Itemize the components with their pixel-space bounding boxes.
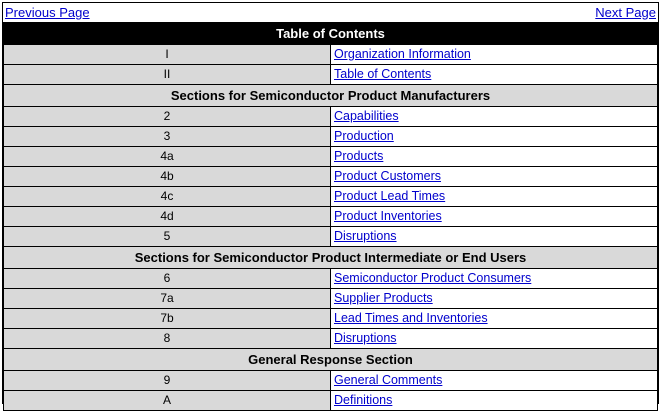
toc-row (4, 309, 658, 329)
section-link[interactable]: Organization Information (334, 47, 471, 61)
toc-row (4, 269, 658, 289)
table-of-contents (3, 22, 658, 411)
navigation-bar (3, 3, 658, 22)
section-link[interactable]: Product Lead Times (334, 189, 446, 203)
section-link[interactable]: Semiconductor Product Consumers (334, 271, 532, 285)
section-link[interactable]: Product Customers (334, 169, 441, 183)
toc-row (4, 371, 658, 391)
section-link[interactable]: Disruptions (334, 331, 397, 345)
section-number: 7b (4, 309, 331, 329)
toc-row (4, 107, 658, 127)
section-number: 3 (4, 127, 331, 147)
section-number: 4d (4, 207, 331, 227)
toc-row (4, 207, 658, 227)
section-link[interactable]: Lead Times and Inventories (334, 311, 488, 325)
section-link[interactable]: Product Inventories (334, 209, 442, 223)
next-page-link[interactable]: Next Page (595, 5, 656, 20)
toc-row (4, 227, 658, 247)
section-heading-row (4, 349, 658, 371)
section-link[interactable]: General Comments (334, 373, 443, 387)
section-number: 4b (4, 167, 331, 187)
section-number: 2 (4, 107, 331, 127)
previous-page-link[interactable]: Previous Page (5, 5, 90, 20)
section-number: A (4, 391, 331, 411)
toc-row (4, 127, 658, 147)
section-number: 7a (4, 289, 331, 309)
section-number: 6 (4, 269, 331, 289)
section-link[interactable]: Definitions (334, 393, 393, 407)
toc-title: Table of Contents (4, 23, 658, 45)
section-link[interactable]: Supplier Products (334, 291, 433, 305)
section-heading: Sections for Semiconductor Product Intermediate or End Users (4, 247, 658, 269)
section-heading-row (4, 85, 658, 107)
section-link[interactable]: Production (334, 129, 394, 143)
section-link[interactable]: Table of Contents (334, 67, 432, 81)
section-number: II (4, 65, 331, 85)
toc-sheet (2, 2, 659, 407)
section-link[interactable]: Disruptions (334, 229, 397, 243)
toc-title-row (4, 23, 658, 45)
toc-row (4, 65, 658, 85)
toc-row (4, 167, 658, 187)
toc-row (4, 391, 658, 411)
toc-row (4, 329, 658, 349)
toc-row (4, 187, 658, 207)
section-number: 4c (4, 187, 331, 207)
toc-row (4, 289, 658, 309)
section-heading: General Response Section (4, 349, 658, 371)
section-link[interactable]: Products (334, 149, 384, 163)
section-heading: Sections for Semiconductor Product Manufacturers (4, 85, 658, 107)
section-number: 8 (4, 329, 331, 349)
toc-row (4, 147, 658, 167)
section-number: 4a (4, 147, 331, 167)
toc-row (4, 45, 658, 65)
section-link[interactable]: Capabilities (334, 109, 399, 123)
section-heading-row (4, 247, 658, 269)
section-number: 5 (4, 227, 331, 247)
section-number: 9 (4, 371, 331, 391)
section-number: I (4, 45, 331, 65)
